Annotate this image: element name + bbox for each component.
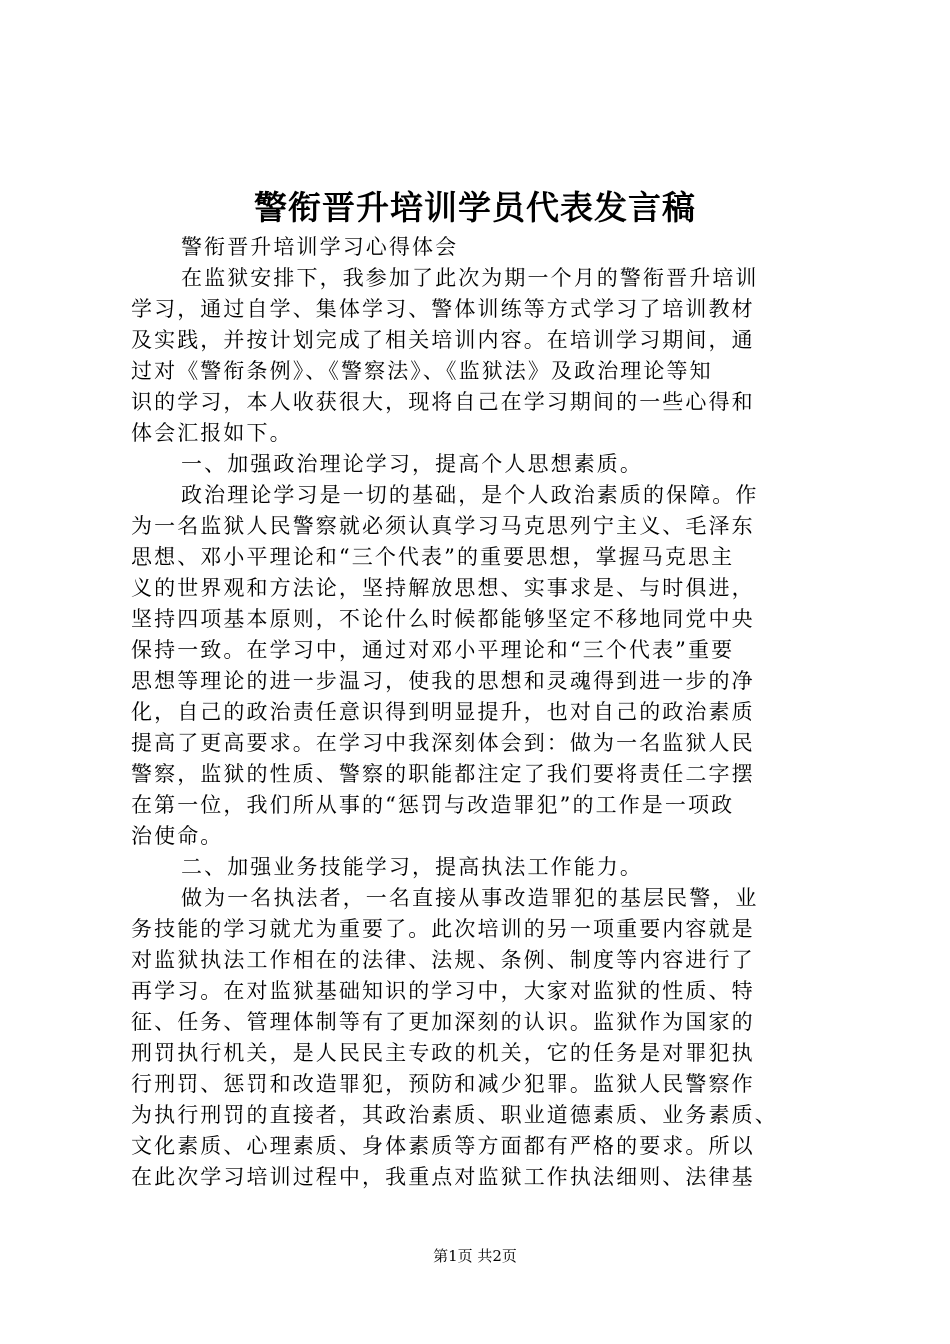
paragraph-line: 在监狱安排下，我参加了此次为期一个月的警衔晋升培训 <box>181 266 759 290</box>
paragraph-line: 再学习。在对监狱基础知识的学习中，大家对监狱的性质、特 <box>131 979 755 1003</box>
paragraph-line: 在第一位，我们所从事的“惩罚与改造罪犯”的工作是一项政 <box>131 793 735 817</box>
paragraph-line: 学习，通过自学、集体学习、警体训练等方式学习了培训教材 <box>131 297 755 321</box>
paragraph-line: 务技能的学习就尤为重要了。此次培训的另一项重要内容就是 <box>131 917 755 941</box>
paragraph-line: 为一名监狱人民警察就必须认真学习马克思列宁主义、毛泽东 <box>131 514 755 538</box>
paragraph-line: 体会汇报如下。 <box>131 421 293 445</box>
paragraph-line: 义的世界观和方法论，坚持解放思想、实事求是、与时俱进， <box>131 576 755 600</box>
paragraph-line: 行刑罚、惩罚和改造罪犯，预防和减少犯罪。监狱人民警察作 <box>131 1072 755 1096</box>
paragraph-line: 对监狱执法工作相在的法律、法规、条例、制度等内容进行了 <box>131 948 755 972</box>
paragraph-line: 思想、邓小平理论和“三个代表”的重要思想，掌握马克思主 <box>131 545 735 569</box>
paragraph-line: 坚持四项基本原则，不论什么时候都能够坚定不移地同党中央 <box>131 607 755 631</box>
paragraph-line: 保持一致。在学习中，通过对邓小平理论和“三个代表”重要 <box>131 638 735 662</box>
section-heading: 二、加强业务技能学习，提高执法工作能力。 <box>181 855 643 879</box>
paragraph-line: 化，自己的政治责任意识得到明显提升，也对自己的政治素质 <box>131 700 755 724</box>
paragraph-line: 征、任务、管理体制等有了更加深刻的认识。监狱作为国家的 <box>131 1010 755 1034</box>
paragraph-line: 为执行刑罚的直接者，其政治素质、职业道德素质、业务素质、 <box>131 1103 778 1127</box>
paragraph-line: 做为一名执法者，一名直接从事改造罪犯的基层民警，业 <box>181 886 759 910</box>
document-body <box>131 232 855 1193</box>
paragraph-line: 刑罚执行机关，是人民民主专政的机关，它的任务是对罪犯执 <box>131 1041 755 1065</box>
paragraph-line: 思想等理论的进一步温习，使我的思想和灵魂得到进一步的净 <box>131 669 755 693</box>
subtitle-line: 警衔晋升培训学习心得体会 <box>181 235 459 259</box>
document-title: 警衔晋升培训学员代表发言稿 <box>254 188 696 227</box>
paragraph-line: 过对《警衔条例》、《警察法》、《监狱法》及政治理论等知 <box>131 359 713 383</box>
paragraph-line: 提高了更高要求。在学习中我深刻体会到：做为一名监狱人民 <box>131 731 755 755</box>
page-number-footer: 第1页 共2页 <box>433 1247 517 1265</box>
paragraph-line: 识的学习，本人收获很大，现将自己在学习期间的一些心得和 <box>131 390 755 414</box>
section-heading: 一、加强政治理论学习，提高个人思想素质。 <box>181 452 643 476</box>
paragraph-line: 及实践，并按计划完成了相关培训内容。在培训学习期间，通 <box>131 328 755 352</box>
paragraph-line: 政治理论学习是一切的基础，是个人政治素质的保障。作 <box>181 483 759 507</box>
paragraph-line: 警察，监狱的性质、警察的职能都注定了我们要将责任二字摆 <box>131 762 755 786</box>
paragraph-line: 治使命。 <box>131 824 224 848</box>
paragraph-line: 文化素质、心理素质、身体素质等方面都有严格的要求。所以 <box>131 1134 755 1158</box>
paragraph-line: 在此次学习培训过程中，我重点对监狱工作执法细则、法律基 <box>131 1165 755 1189</box>
